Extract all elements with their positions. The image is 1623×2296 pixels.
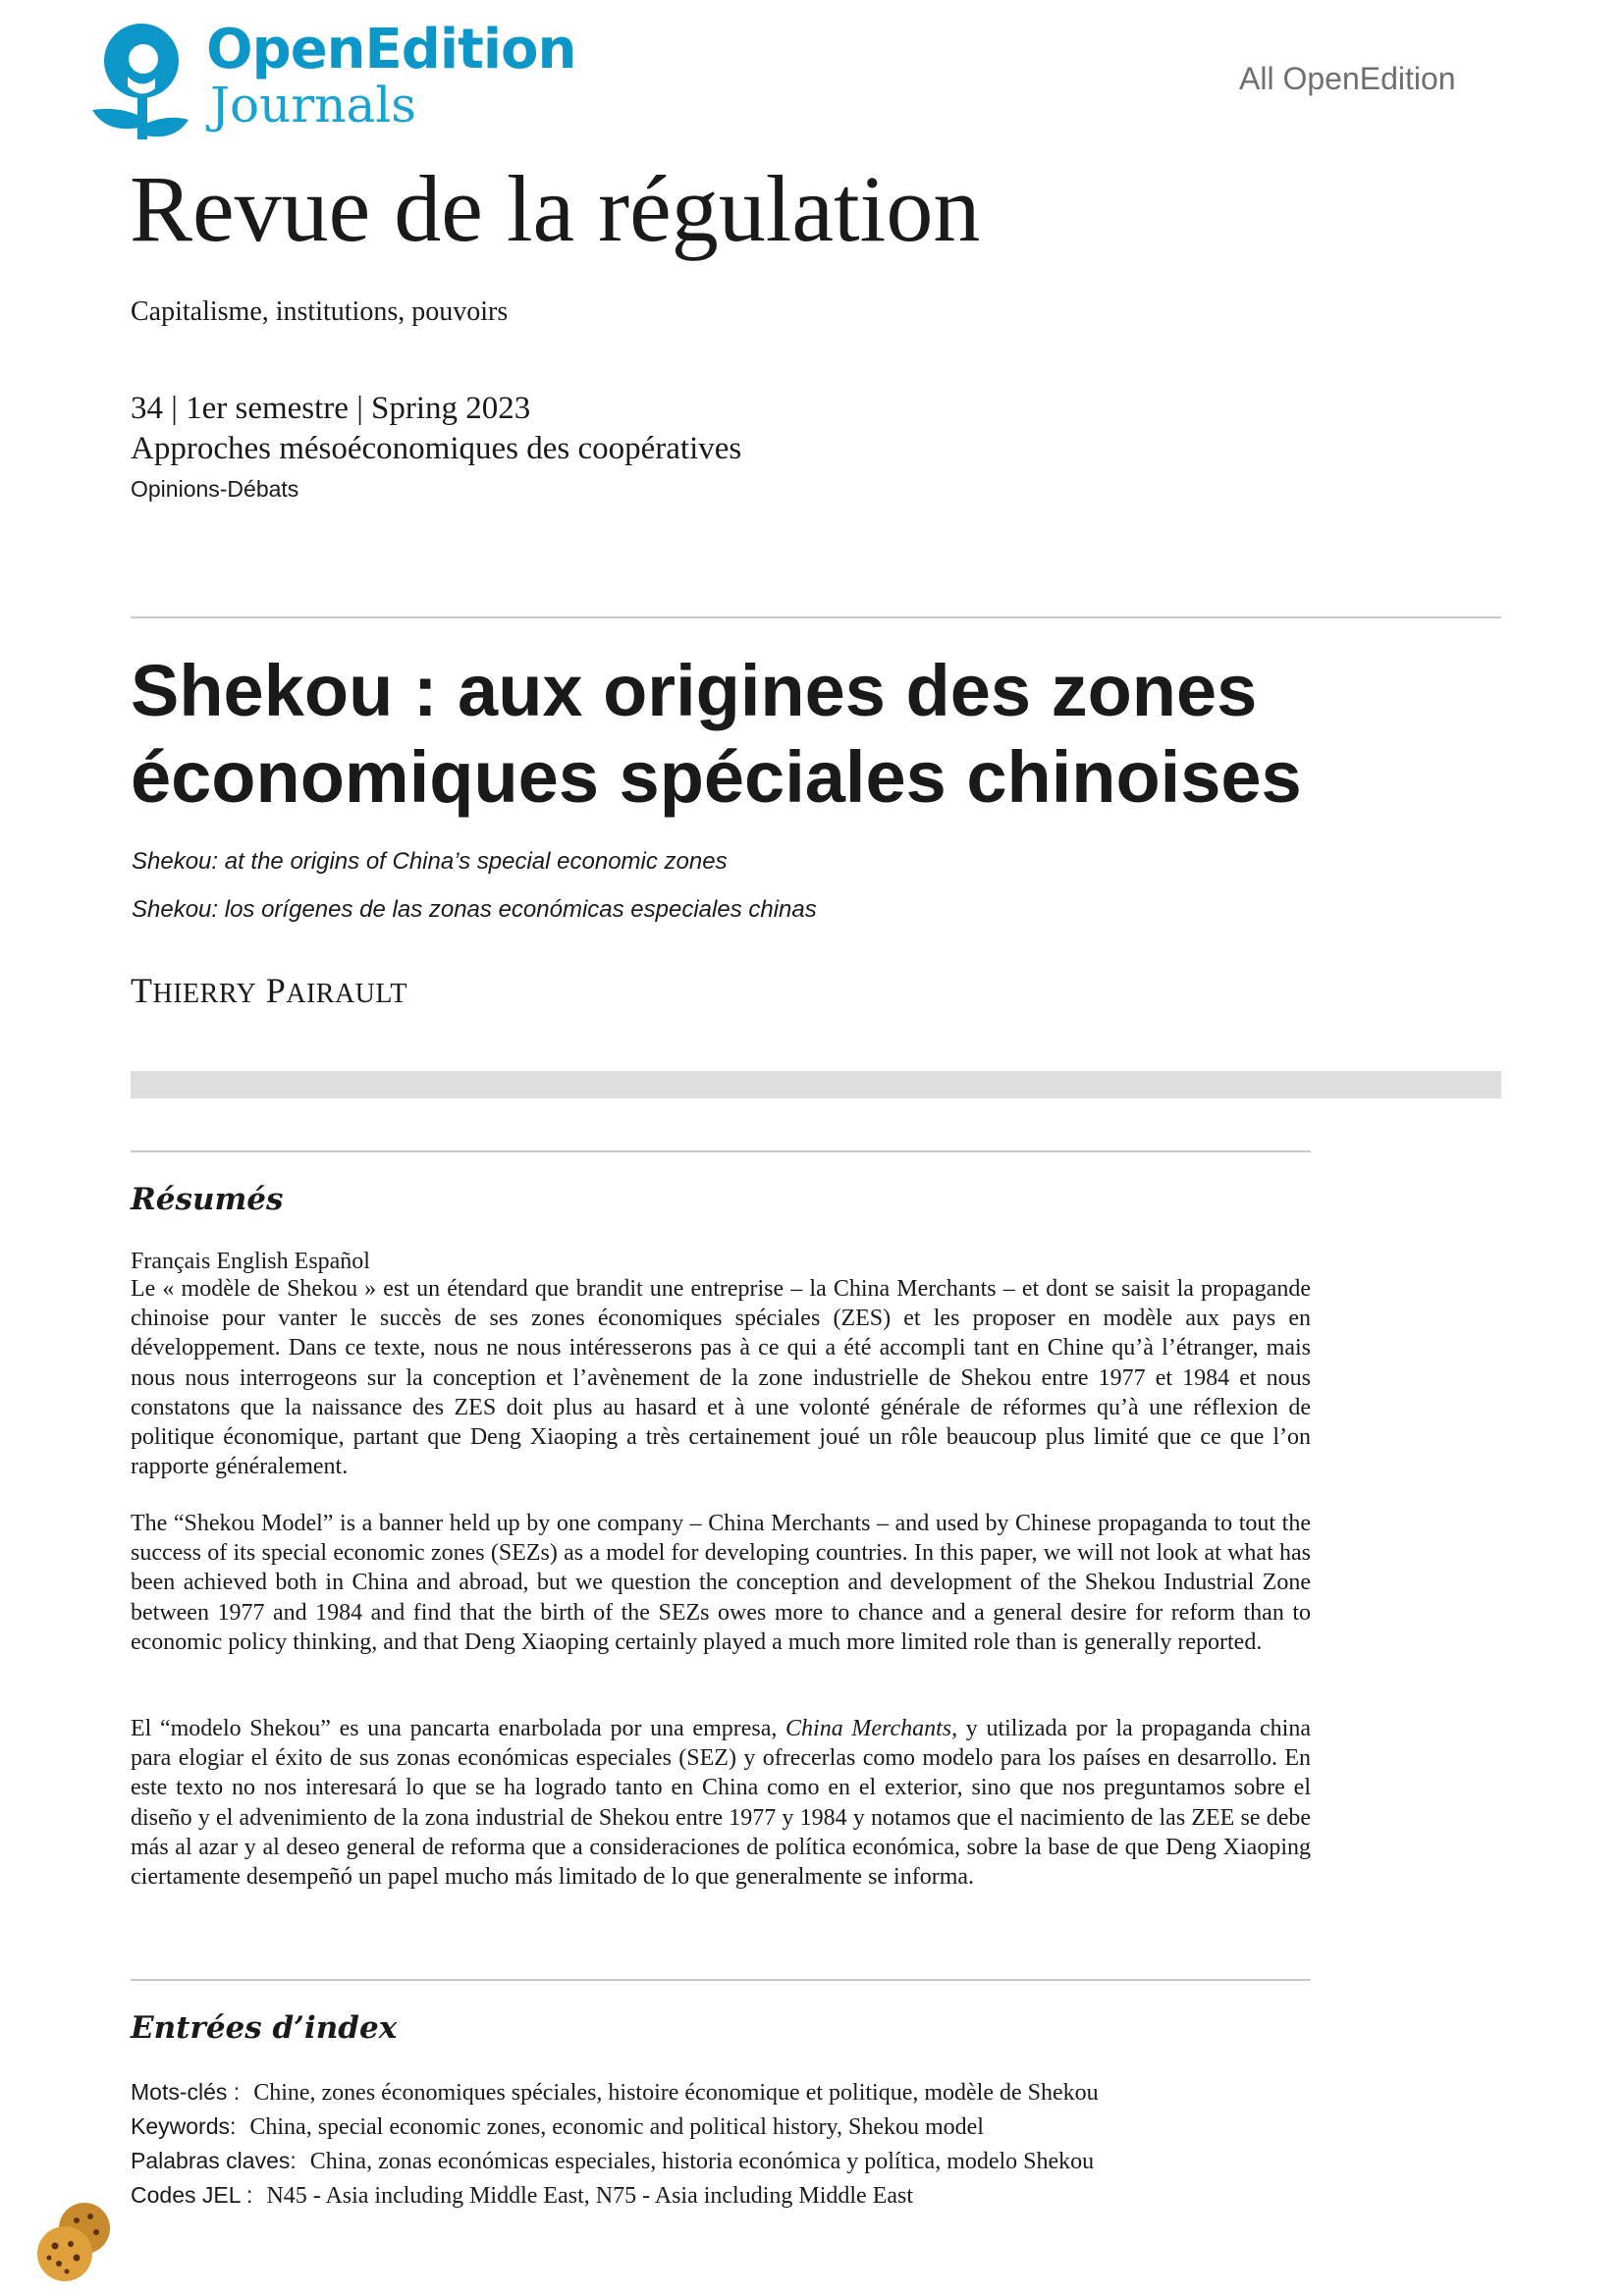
author-last-initial: P [265,971,287,1010]
brand-name-journals: Journals [210,77,416,133]
index-divider [131,1979,1311,1981]
tab-francais[interactable]: Français [131,1249,211,1274]
openedition-flower-icon [79,18,204,143]
index-heading: Entrées d’index [131,2010,398,2046]
cookie-icon[interactable] [27,2197,122,2291]
article-title: Shekou : aux origines des zones économiques spéciales chinoises [131,650,1302,818]
index-row-codes-jel [131,2182,913,2210]
issue-theme[interactable]: Approches mésoéconomiques des coopératives [131,431,742,466]
tab-english[interactable]: English [216,1249,289,1274]
index-label: Codes JEL : [131,2182,253,2208]
all-openedition-link[interactable]: All OpenEdition [1239,61,1456,96]
tab-espanol[interactable]: Español [294,1249,370,1274]
section-label: Opinions-Débats [131,476,299,502]
abstract-english: The “Shekou Model” is a banner held up by one company – China Merchants – and used by Chinese propaganda to tout the success of its special economic zones (SEZs) as a model for developing countries. In this paper, we will not look at what has been achieved both in China and abroad, but we question the conception and development of the Shekou Industrial Zone between 1977 and 1984 and find that the birth of the SEZs owes more to chance and a general desire for reform than to economic policy thinking, and that Deng Xiaoping certainly played a much more limited role than is generally reported. [131,1511,1311,1655]
abstract-spanish-part2: y utilizada por la propaganda china para elogiar el éxito de sus zonas económicas especiales (SEZ) y ofrecerlas como modelo para los países en desarrollo. En este texto no nos interesará lo que se ha logrado tanto en China como en el exterior, sino que nos preguntamos sobre el diseño y el advenimiento de la zona industrial de Shekou entre 1977 y 1984 y notamos que el nacimiento de las ZEE se debe más al azar y al deseo general de reforma que a consideraciones de política económica, sobre la base de que Deng Xiaoping ciertamente desempeñó un papel mucho más limitado de lo que generalmente se informa. [131,1716,1311,1891]
resumes-heading: Résumés [131,1182,284,1217]
journal-title[interactable]: Revue de la régulation [130,156,981,261]
author-first-initial: T [131,971,153,1010]
author-name[interactable] [131,970,407,1011]
index-value-link[interactable]: China, special economic zones, economic and political history, Shekou model [249,2114,984,2140]
brand-name-openedition: OpenEdition [206,18,576,81]
author-first-rest: HIERRY [152,979,257,1009]
index-value-link[interactable]: Chine, zones économiques spéciales, histoire économique et politique, modèle de Shekou [253,2080,1099,2106]
resumes-divider [131,1150,1311,1152]
index-label: Keywords: [131,2113,237,2139]
index-row-palabras-claves [131,2148,1094,2175]
index-row-mots-cles [131,2079,1099,2107]
abstract-spanish-part1: El “modelo Shekou” es una pancarta enarbolada por una empresa, [131,1716,786,1741]
header-divider [131,616,1501,618]
abstract-spanish-company: China Merchants, [785,1716,958,1741]
abstract-language-tabs [131,1249,370,1275]
index-value-link[interactable]: N45 - Asia including Middle East, N75 - Asia including Middle East [266,2183,914,2209]
abstract-french: Le « modèle de Shekou » est un étendard que brandit une entreprise – la China Merchants – et dont se saisit la propagande chinoise pour vanter le succès de ses zones économiques spéciales (ZES) et les proposer en modèle aux pays en développement. Dans ce texte, nous ne nous intéresserons pas à ce qui a été accompli tant en Chine qu’à l’étranger, mais nous nous interrogeons sur la conception et l’avènement de la zone industrielle de Shekou entre 1977 et 1984 et nous constatons que la naissance des ZES doit plus au hasard et à une volonté générale de réformes qu’à une réflexion de politique économique, partant que Deng Xiaoping a très certainement joué un rôle beaucoup plus limité que ce que l’on rapporte généralement. [131,1276,1311,1480]
index-label: Palabras claves: [131,2148,297,2173]
index-value-link[interactable]: China, zonas económicas especiales, historia económica y política, modelo Shekou [309,2149,1095,2174]
index-row-keywords [131,2113,984,2141]
journal-subtitle: Capitalisme, institutions, pouvoirs [131,296,509,327]
separator-band [131,1071,1501,1098]
author-last-rest: AIRAULT [286,979,408,1009]
article-title-spanish: Shekou: los orígenes de las zonas económicas especiales chinas [132,896,817,923]
openedition-journals-logo[interactable] [79,18,589,145]
abstract-spanish [131,1714,1311,1892]
issue-number[interactable]: 34 | 1er semestre | Spring 2023 [131,391,531,426]
article-title-english: Shekou: at the origins of China’s special economic zones [132,848,728,875]
index-label: Mots-clés : [131,2079,241,2105]
